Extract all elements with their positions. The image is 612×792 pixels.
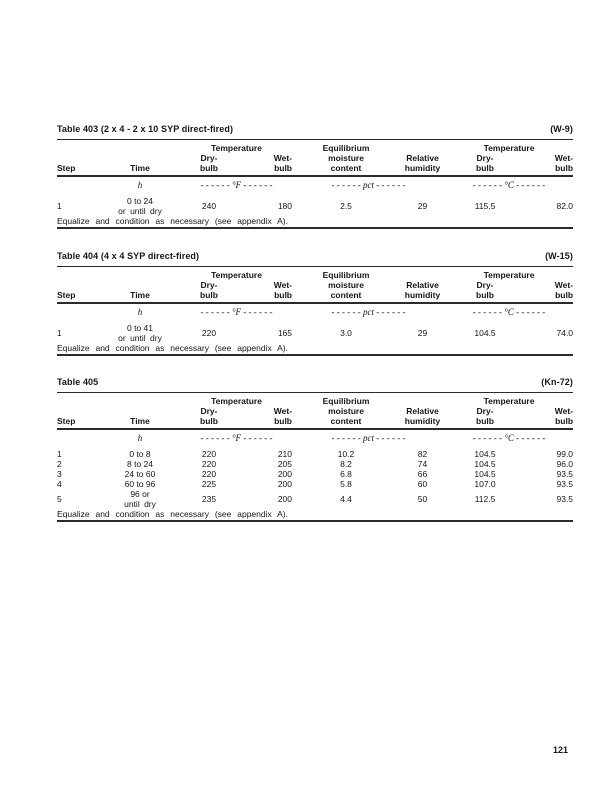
table-405 [57,392,573,522]
table-404-schedule-code: (W-15) [545,251,573,261]
emc-cell: 5.8 [340,479,352,489]
wet-bulb-f-cell: 165 [277,328,293,338]
celsius-unit-label: - - - - - - °C - - - - - - [472,180,546,190]
table-405-title-row [57,377,573,387]
relative-humidity-column-header: Relative humidity [400,153,445,176]
emc-header-line1: Equilibrium [322,270,370,280]
dry-bulb-c-column-header: Dry- bulb [445,406,525,429]
table-404-section [57,251,573,356]
table-403 [57,139,573,229]
step-column-header: Step [57,280,99,303]
time-column-header: Time [99,280,181,303]
wet-bulb-f-cell: 210 [277,449,293,459]
emc-cell: 4.4 [340,494,352,504]
step-column-header: Step [57,153,99,176]
column-header-row [57,406,573,429]
units-row [57,176,573,192]
percent-unit-label: - - - - - - pct - - - - - - [331,180,406,190]
percent-unit-label: - - - - - - pct - - - - - - [331,433,406,443]
step-cell: 1 [57,328,62,338]
time-cell: 8 to 24 [127,459,153,469]
emc-header-line1: Equilibrium [322,143,370,153]
step-cell: 4 [57,479,62,489]
table-row [57,445,573,459]
table-footnote: Equalize and condition as necessary (see appendix A). [57,509,288,519]
relative-humidity-cell: 82 [417,449,428,459]
dry-bulb-c-cell: 115.5 [474,201,496,211]
wet-bulb-f-column-header: Wet- bulb [237,153,292,176]
step-cell: 5 [57,494,62,504]
wet-bulb-c-cell: 82.0 [556,201,574,211]
wet-bulb-f-cell: 200 [277,479,293,489]
table-405-section [57,377,573,522]
table-footnote: Equalize and condition as necessary (see appendix A). [57,343,288,353]
units-row [57,303,573,319]
wet-bulb-f-cell: 200 [277,494,293,504]
relative-humidity-cell: 29 [417,328,428,338]
column-header-row [57,280,573,303]
dry-bulb-c-cell: 104.5 [474,459,496,469]
table-404 [57,266,573,356]
table-403-title-row [57,124,573,134]
wet-bulb-f-cell: 200 [277,469,293,479]
group-header-row [57,267,573,281]
wet-bulb-c-column-header: Wet- bulb [525,406,573,429]
celsius-unit-label: - - - - - - °C - - - - - - [472,433,546,443]
wet-bulb-c-cell: 93.5 [556,469,574,479]
emc-cell: 6.8 [340,469,352,479]
time-cell: 0 to 41 or until dry [118,323,162,343]
group-header-row [57,393,573,407]
table-403-title: Table 403 (2 x 4 - 2 x 10 SYP direct-fired) [57,124,234,134]
relative-humidity-cell: 66 [417,469,428,479]
temperature-c-group-header: Temperature [483,396,535,406]
emc-header-line1: Equilibrium [322,396,370,406]
step-cell: 1 [57,449,62,459]
emc-column-header: moisture content [292,153,400,176]
time-unit-label: h [137,307,143,317]
temperature-f-group-header: Temperature [211,143,262,153]
step-cell: 2 [57,459,62,469]
dry-bulb-c-column-header: Dry- bulb [445,153,525,176]
column-header-row [57,153,573,176]
dry-bulb-f-cell: 235 [201,494,217,504]
emc-column-header: moisture content [292,280,400,303]
table-405-title: Table 405 [57,377,99,387]
emc-cell: 3.0 [340,328,352,338]
relative-humidity-cell: 50 [417,494,428,504]
emc-column-header: moisture content [292,406,400,429]
table-row [57,479,573,489]
footnote-row [57,343,573,355]
time-cell: 0 to 8 [129,449,151,459]
footnote-row [57,216,573,228]
dry-bulb-f-column-header: Dry- bulb [181,153,237,176]
table-404-title-row [57,251,573,261]
dry-bulb-c-column-header: Dry- bulb [445,280,525,303]
temperature-f-group-header: Temperature [211,270,262,280]
step-cell: 3 [57,469,62,479]
dry-bulb-f-column-header: Dry- bulb [181,406,237,429]
table-footnote: Equalize and condition as necessary (see appendix A). [57,216,288,226]
footnote-row [57,509,573,521]
dry-bulb-f-cell: 220 [201,328,217,338]
table-row [57,192,573,216]
dry-bulb-c-cell: 104.5 [474,328,496,338]
time-column-header: Time [99,406,181,429]
table-row [57,489,573,509]
emc-cell: 8.2 [340,459,352,469]
time-cell: 24 to 60 [124,469,156,479]
dry-bulb-f-cell: 225 [201,479,217,489]
relative-humidity-column-header: Relative humidity [400,406,445,429]
step-column-header: Step [57,406,99,429]
wet-bulb-c-cell: 93.5 [556,494,574,504]
time-cell: 0 to 24 or until dry [118,196,162,216]
emc-cell: 10.2 [337,449,355,459]
time-column-header: Time [99,153,181,176]
dry-bulb-c-cell: 104.5 [474,449,496,459]
relative-humidity-cell: 60 [417,479,428,489]
wet-bulb-c-column-header: Wet- bulb [525,280,573,303]
dry-bulb-f-cell: 220 [201,469,217,479]
percent-unit-label: - - - - - - pct - - - - - - [331,307,406,317]
relative-humidity-column-header: Relative humidity [400,280,445,303]
celsius-unit-label: - - - - - - °C - - - - - - [472,307,546,317]
time-unit-label: h [137,433,143,443]
table-403-section [57,124,573,229]
time-cell: 60 to 96 [124,479,156,489]
wet-bulb-c-column-header: Wet- bulb [525,153,573,176]
fahrenheit-unit-label: - - - - - - °F - - - - - - [200,307,273,317]
wet-bulb-c-cell: 96.0 [556,459,574,469]
dry-bulb-c-cell: 104.5 [474,469,496,479]
units-row [57,429,573,445]
wet-bulb-f-column-header: Wet- bulb [237,280,292,303]
dry-bulb-f-column-header: Dry- bulb [181,280,237,303]
temperature-c-group-header: Temperature [483,143,535,153]
page-number: 121 [552,745,568,755]
relative-humidity-cell: 29 [417,201,428,211]
fahrenheit-unit-label: - - - - - - °F - - - - - - [200,180,273,190]
dry-bulb-f-cell: 220 [201,459,217,469]
table-405-schedule-code: (Kn-72) [541,377,573,387]
table-row [57,469,573,479]
wet-bulb-c-cell: 99.0 [556,449,574,459]
temperature-c-group-header: Temperature [483,270,535,280]
wet-bulb-f-cell: 205 [277,459,293,469]
time-unit-label: h [137,180,143,190]
emc-cell: 2.5 [340,201,352,211]
dry-bulb-c-cell: 112.5 [474,494,496,504]
dry-bulb-c-cell: 107.0 [474,479,496,489]
dry-bulb-f-cell: 220 [201,449,217,459]
wet-bulb-c-cell: 74.0 [556,328,574,338]
wet-bulb-f-column-header: Wet- bulb [237,406,292,429]
step-cell: 1 [57,201,62,211]
table-row [57,319,573,343]
time-cell: 96 or until dry [124,489,156,509]
wet-bulb-c-cell: 93.5 [556,479,574,489]
table-row [57,459,573,469]
group-header-row [57,140,573,154]
fahrenheit-unit-label: - - - - - - °F - - - - - - [200,433,273,443]
dry-bulb-f-cell: 240 [201,201,217,211]
wet-bulb-f-cell: 180 [277,201,293,211]
temperature-f-group-header: Temperature [211,396,262,406]
table-403-schedule-code: (W-9) [550,124,573,134]
table-404-title: Table 404 (4 x 4 SYP direct-fired) [57,251,200,261]
relative-humidity-cell: 74 [417,459,428,469]
